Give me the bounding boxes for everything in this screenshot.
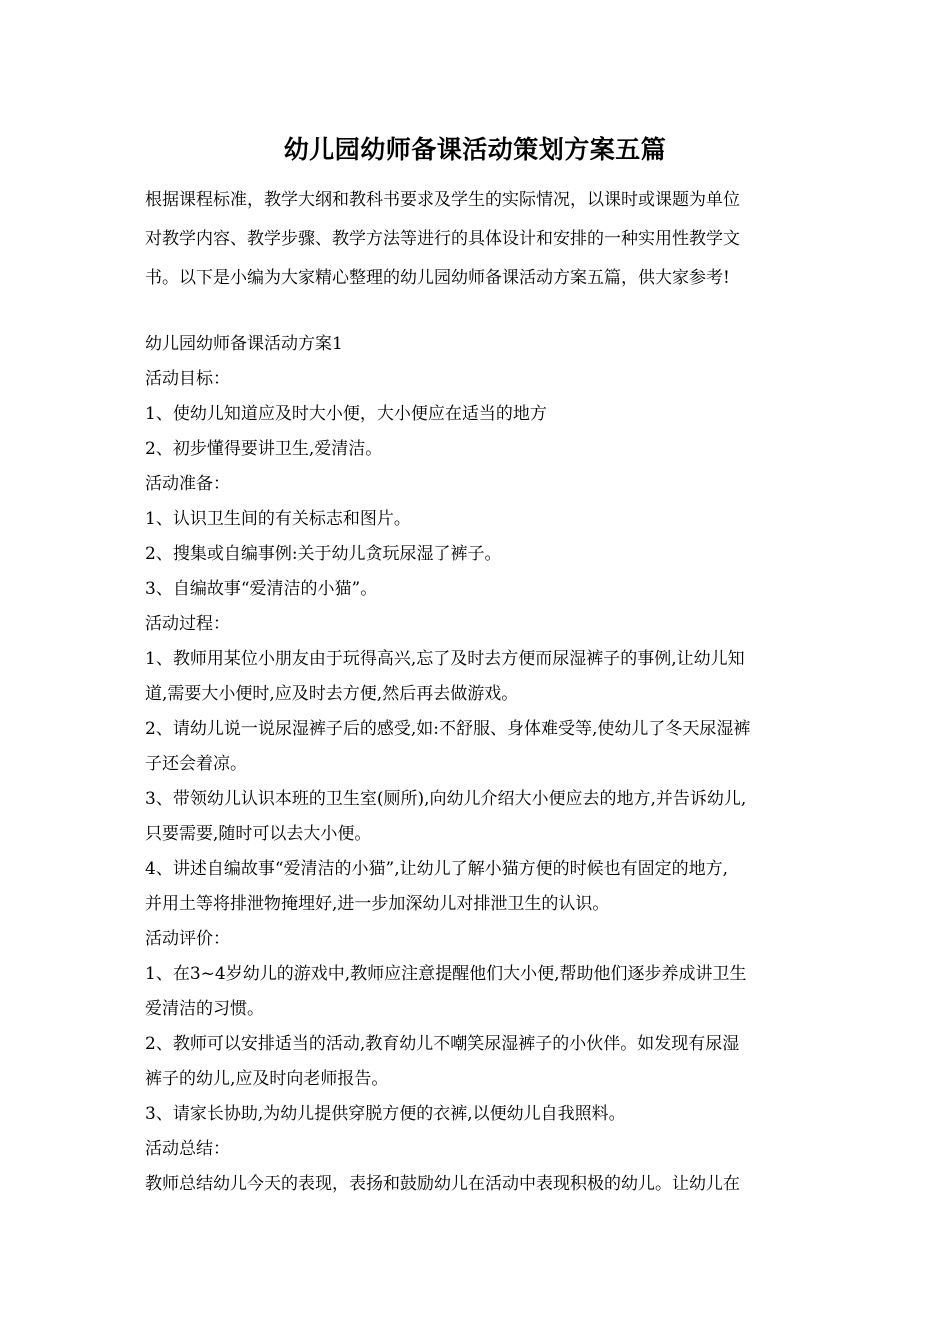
text-line: 3、带领幼儿认识本班的卫生室(厕所),向幼儿介绍大小便应去的地方,并告诉幼儿, (145, 789, 747, 809)
text-line: 2、教师可以安排适当的活动,教育幼儿不嘲笑尿湿裤子的小伙伴。如发现有尿湿 (145, 1034, 740, 1054)
text-line: 道,需要大小便时,应及时去方便,然后再去做游戏。 (145, 684, 519, 704)
text-line: 只要需要,随时可以去大小便。 (145, 824, 372, 844)
subheading-process: 活动过程： (145, 614, 230, 634)
text-line: 子还会着凉。 (145, 754, 247, 774)
document-body (145, 327, 810, 1202)
text-line: 爱清洁的习惯。 (145, 999, 264, 1019)
text-line: 2、搜集或自编事例:关于幼儿贪玩尿湿了裤子。 (145, 544, 502, 564)
text-line: 教师总结幼儿今天的表现，表扬和鼓励幼儿在活动中表现积极的幼儿。让幼儿在 (145, 1174, 740, 1194)
text-line: 3、请家长协助,为幼儿提供穿脱方便的衣裤,以便幼儿自我照料。 (145, 1104, 626, 1124)
text-line: 2、请幼儿说一说尿湿裤子后的感受,如:不舒服、身体难受等,使幼儿了冬天尿湿裤 (145, 719, 751, 739)
text-line: 1、在3~4岁幼儿的游戏中,教师应注意提醒他们大小便,帮助他们逐步养成讲卫生 (145, 964, 747, 984)
text-line: 2、初步懂得要讲卫生,爱清洁。 (145, 439, 383, 459)
text-line: 3、自编故事“爱清洁的小猫”。 (145, 579, 378, 599)
intro-line: 根据课程标准，教学大纲和教科书要求及学生的实际情况，以课时或课题为单位 (145, 190, 740, 210)
subheading-summary: 活动总结： (145, 1139, 230, 1159)
subheading-preparation: 活动准备： (145, 474, 230, 494)
text-line: 裤子的幼儿,应及时向老师报告。 (145, 1069, 389, 1089)
document-title: 幼儿园幼师备课活动策划方案五篇 (283, 135, 667, 164)
text-line: 1、使幼儿知道应及时大小便，大小便应在适当的地方 (145, 404, 547, 424)
subheading-evaluation: 活动评价： (145, 929, 230, 949)
text-line: 1、教师用某位小朋友由于玩得高兴,忘了及时去方便而尿湿裤子的事例,让幼儿知 (145, 649, 745, 669)
text-line: 1、认识卫生间的有关标志和图片。 (145, 509, 411, 529)
intro-paragraph (145, 181, 810, 298)
text-line: 4、讲述自编故事“爱清洁的小猫”,让幼儿了解小猫方便的时候也有固定的地方, (145, 859, 729, 879)
text-line: 并用土等将排泄物掩埋好,进一步加深幼儿对排泄卫生的认识。 (145, 894, 610, 914)
intro-line: 书。以下是小编为大家精心整理的幼儿园幼师备课活动方案五篇，供大家参考! (145, 268, 730, 288)
section-heading: 幼儿园幼师备课活动方案1 (145, 334, 343, 354)
intro-line: 对教学内容、教学步骤、教学方法等进行的具体设计和安排的一种实用性教学文 (145, 229, 740, 249)
subheading-goals: 活动目标： (145, 369, 230, 389)
